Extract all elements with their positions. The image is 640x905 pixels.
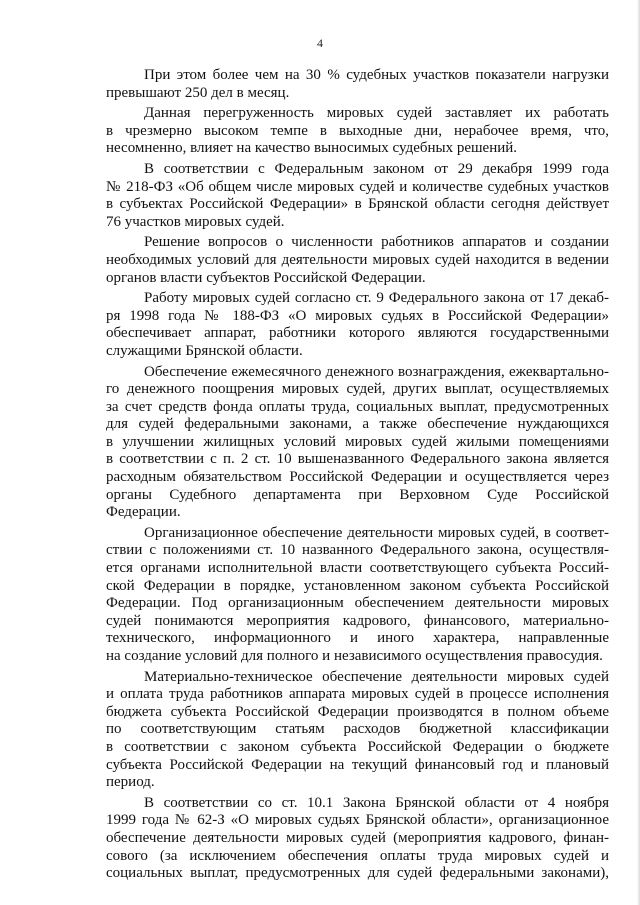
text-line: несомненно, влияет на качество выносимых судебных решений. <box>106 140 518 157</box>
text-line: по соответствующим статьям расходов бюджетной классификации <box>106 721 609 738</box>
text-line: в чрезмерно высоком темпе в выходные дни, нерабочее время, что, <box>106 122 609 139</box>
text-line: Обеспечение ежемесячного денежного вознаграждения, ежеквартально- <box>144 363 609 380</box>
text-line: необходимых условий для деятельности мировых судей находится в ведении <box>106 251 609 268</box>
text-line: судей понимаются мероприятия кадрового, финансового, материально- <box>106 612 609 629</box>
text-line: в субъектах Российской Федерации» в Брянской области сегодня действует <box>106 196 609 213</box>
text-line: бюджета субъекта Российской Федерации производятся в полном объеме <box>106 703 609 720</box>
text-line: В соответствии с Федеральным законом от 29 декабря 1999 года <box>144 160 609 177</box>
text-line: ря 1998 года № 188-ФЗ «О мировых судьях в Российской Федерации» <box>106 307 609 324</box>
text-line: в соответствии с п. 2 ст. 10 вышеназванного Федерального закона является <box>106 451 609 468</box>
text-line: При этом более чем на 30 % судебных участков показатели нагрузки <box>144 67 609 83</box>
document-body <box>106 67 609 883</box>
text-line: ствии с положениями ст. 10 названного Федерального закона, осуществля- <box>106 542 609 559</box>
text-line: Данная перегруженность мировых судей заставляет их работать <box>144 105 609 122</box>
text-line: Решение вопросов о численности работников аппаратов и создании <box>144 234 609 251</box>
text-line: субъекта Российской Федерации на текущий финансовый год и плановый <box>106 756 609 773</box>
text-line: в улучшении жилищных условий мировых судей жилыми помещениями <box>106 433 609 450</box>
text-line: расходным обязательством Российской Федерации и осуществляется через <box>106 469 609 486</box>
text-line: Работу мировых судей согласно ст. 9 Федерального закона от 17 декаб- <box>144 290 609 307</box>
text-line: в соответствии с законом субъекта Российской Федерации о бюджете <box>106 738 609 755</box>
page-number: 4 <box>317 36 323 50</box>
text-line: за счет средств фонда оплаты труда, социальных выплат, предусмотренных <box>106 398 609 415</box>
text-line: сового (за исключением обеспечения оплаты труда мировых судей и <box>106 847 609 864</box>
text-line: превышают 250 дел в месяц. <box>106 84 290 101</box>
paragraph <box>106 105 609 158</box>
paragraph <box>106 364 609 522</box>
text-line: на создание условий для полного и независимого осуществления правосудия. <box>106 648 603 664</box>
text-line: № 218-ФЗ «Об общем числе мировых судей и количестве судебных участков <box>106 178 609 195</box>
paragraph <box>106 795 609 883</box>
text-line: Федерации. <box>106 504 181 521</box>
text-line: технического, информационного и иного характера, направленные <box>106 630 609 647</box>
text-line: обеспечение деятельности мировых судей (мероприятия кадрового, финан- <box>106 829 609 846</box>
text-line: обеспечивает аппарат, работники которого являются государственными <box>106 325 609 342</box>
paragraph <box>106 290 609 360</box>
text-line: социальных выплат, предусмотренных для судей федеральными законами), <box>106 865 609 882</box>
text-line: органов власти субъектов Российской Федерации. <box>106 269 426 286</box>
text-line: Материально-техническое обеспечение деятельности мировых судей <box>144 668 609 685</box>
text-line: 76 участков мировых судей. <box>106 213 285 230</box>
text-line: для судей федеральными законами, а также обеспечение нуждающихся <box>106 416 609 433</box>
text-line: служащими Брянской области. <box>106 342 303 359</box>
text-line: 1999 года № 62-З «О мировых судьях Брянской области», организационное <box>106 812 609 829</box>
paragraph <box>106 67 609 102</box>
paragraph <box>106 525 609 666</box>
text-line: органы Судебного департамента при Верховном Суде Российской <box>106 486 609 503</box>
text-line: ется органами исполнительной власти соответствующего субъекта Россий- <box>106 560 609 577</box>
text-line: и оплата труда работников аппарата мировых судей в процессе исполнения <box>106 686 609 703</box>
text-line: период. <box>106 774 155 791</box>
text-line: Организационное обеспечение деятельности мировых судей, в соответ- <box>144 524 609 541</box>
paragraph <box>106 669 609 792</box>
text-line: ской Федерации в порядке, установленном законом субъекта Российской <box>106 577 609 594</box>
text-line: В соответствии со ст. 10.1 Закона Брянской области от 4 ноября <box>144 794 609 811</box>
paragraph <box>106 234 609 287</box>
text-line: Федерации. Под организационным обеспечением деятельности мировых <box>106 595 609 612</box>
paragraph <box>106 161 609 231</box>
text-line: го денежного поощрения мировых судей, других выплат, осуществляемых <box>106 381 609 398</box>
